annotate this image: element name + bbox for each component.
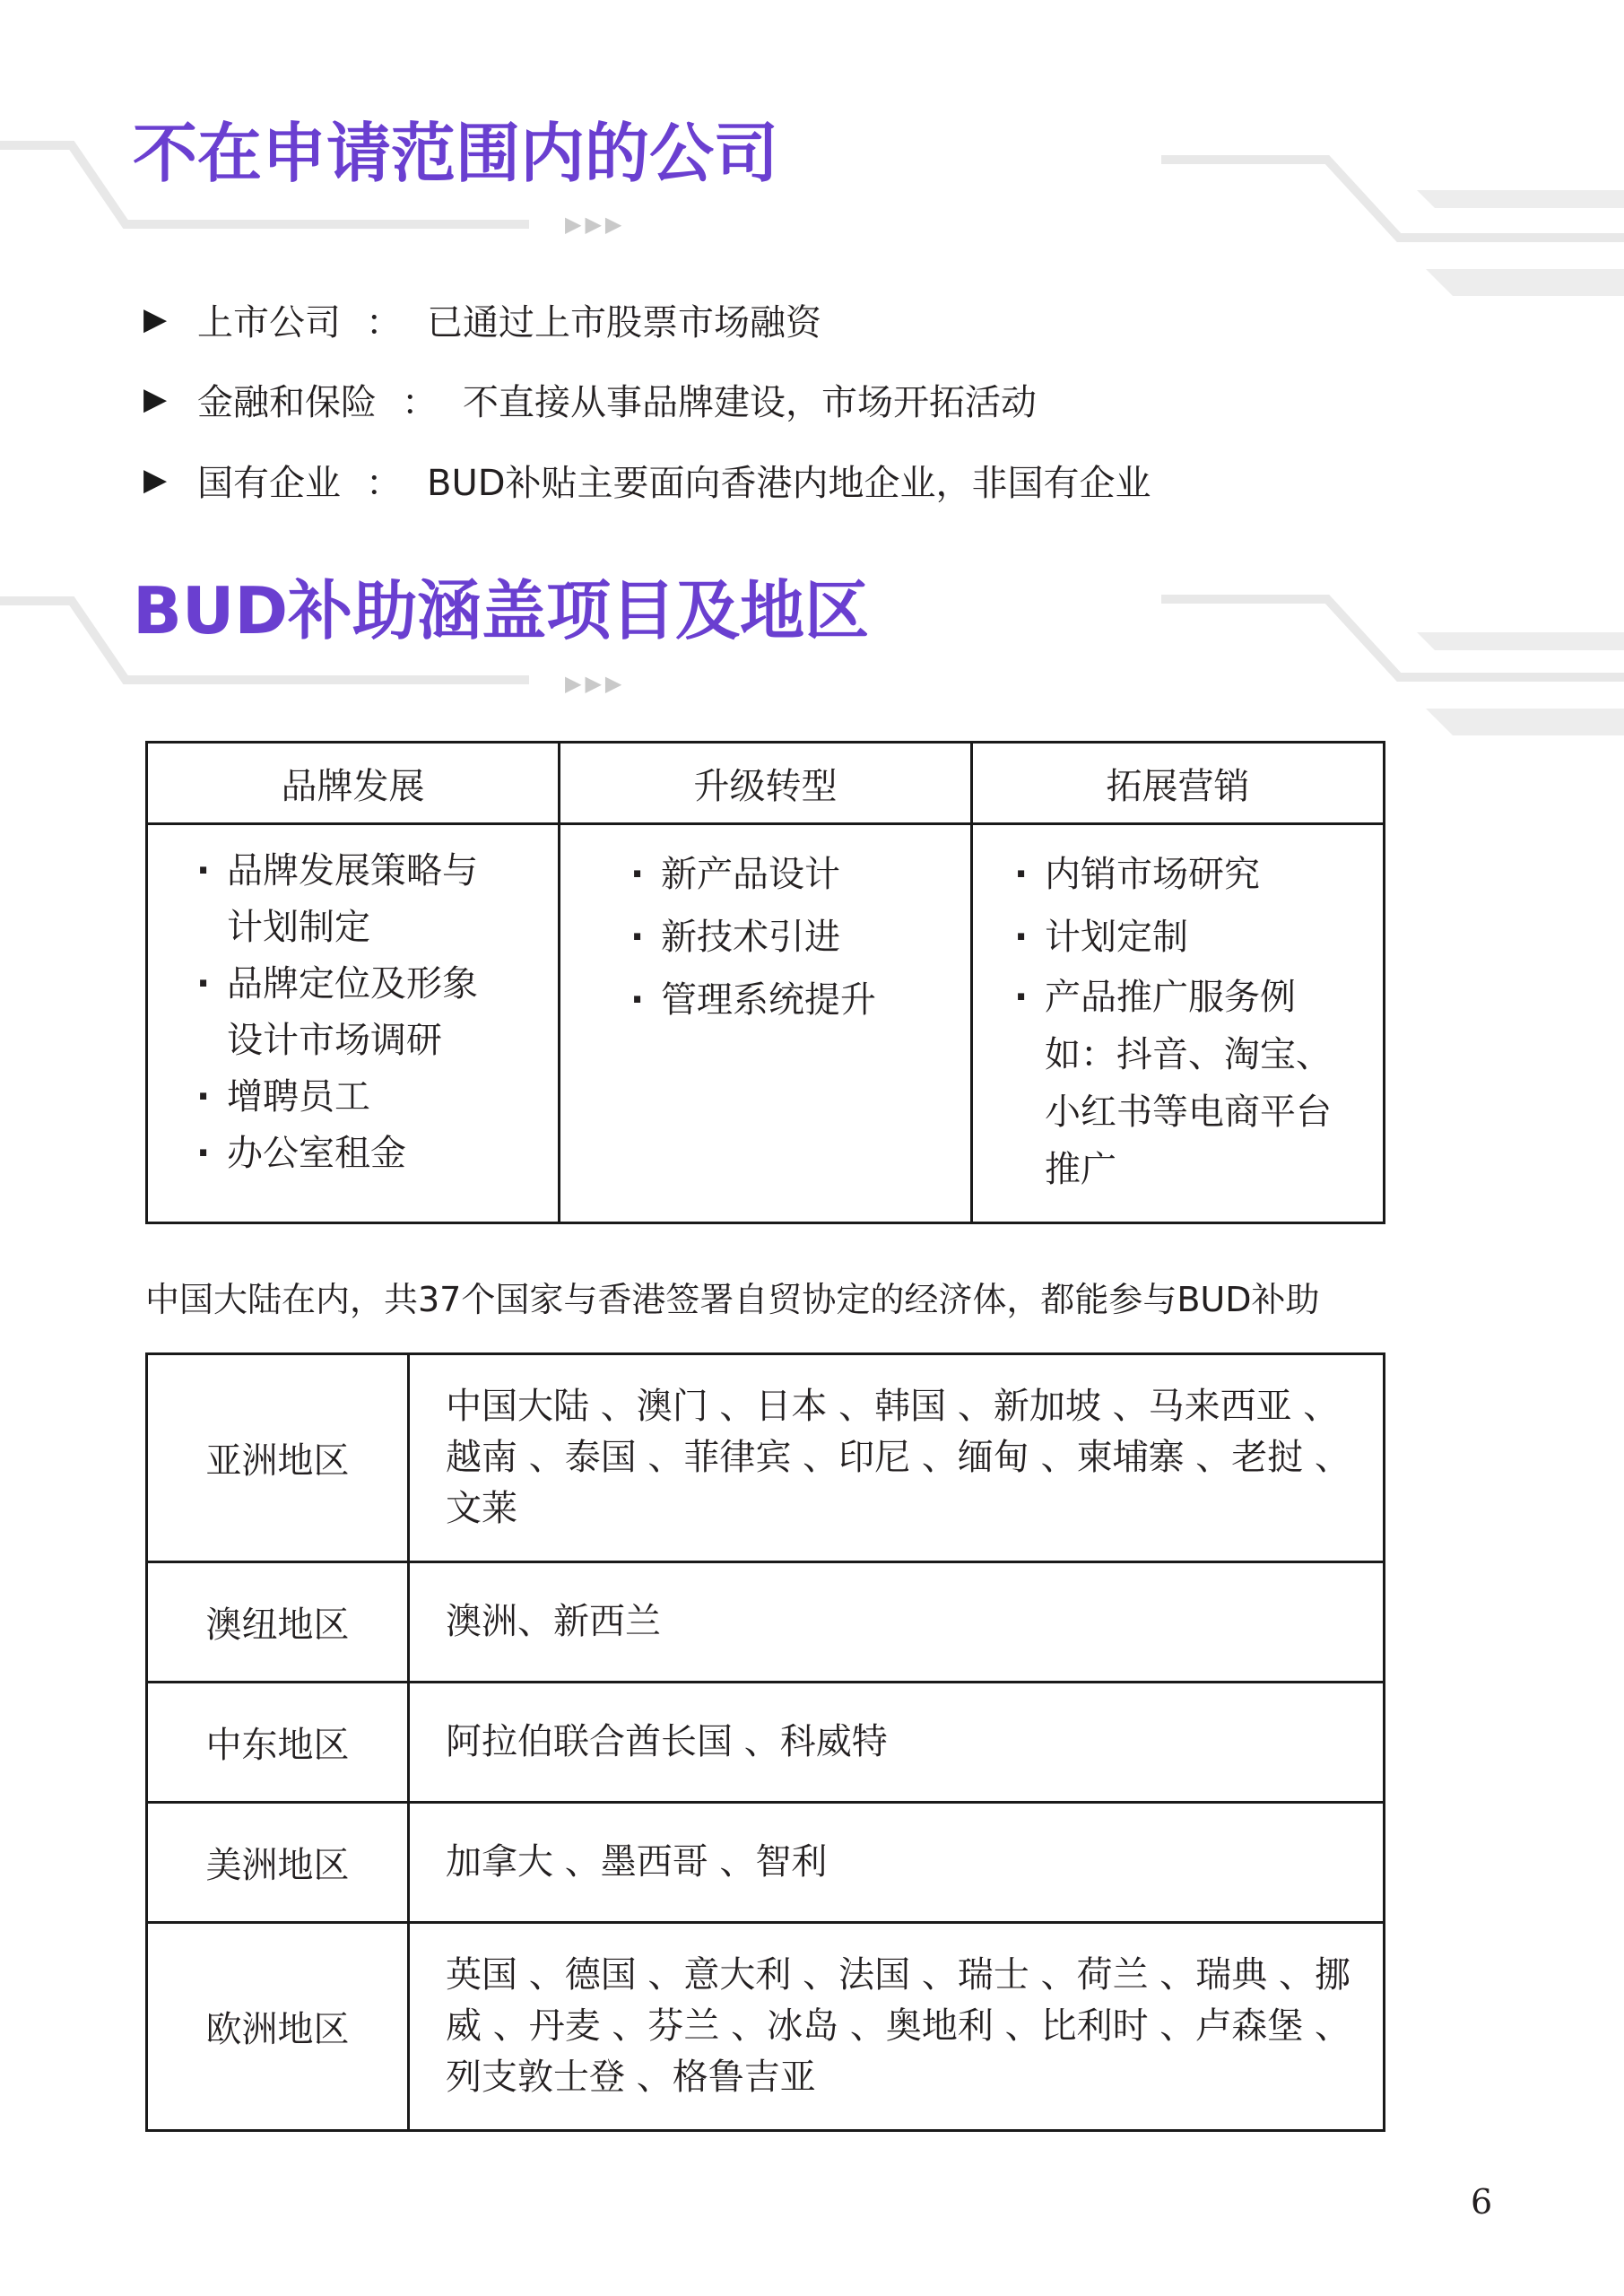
- chevron-decoration-icon: ▶▶▶: [565, 671, 626, 696]
- exclusion-separator: ：: [402, 381, 438, 423]
- regions-table: [145, 1352, 1385, 2132]
- region-countries: 澳洲、新西兰: [409, 1562, 1385, 1683]
- projects-content-row: [147, 824, 1385, 1223]
- region-countries: 阿拉伯联合酋长国 、科威特: [409, 1683, 1385, 1803]
- section-title-excluded: 不在申请范围内的公司: [133, 116, 779, 191]
- projects-header-row: [147, 743, 1385, 824]
- triangle-bullet-icon: ▶: [143, 381, 168, 417]
- exclusion-separator: ：: [366, 462, 402, 504]
- exclusion-item: [143, 372, 1037, 426]
- section-title-coverage: BUD补助涵盖项目及地区: [133, 573, 870, 648]
- exclusion-label: 国有企业: [197, 462, 341, 504]
- region-name: 欧洲地区: [147, 1923, 409, 2131]
- list-item: · 内销市场研究: [1014, 843, 1361, 906]
- table-row: [147, 1923, 1385, 2131]
- exclusion-separator: ：: [366, 301, 402, 344]
- list-item: · 产品推广服务例如：抖音、淘宝、小红书等电商平台推广: [1014, 969, 1361, 1198]
- exclusion-item: [143, 453, 1151, 507]
- projects-table: [145, 741, 1385, 1224]
- region-name: 亚洲地区: [147, 1354, 409, 1562]
- list-item: · 增聘员工: [196, 1069, 513, 1126]
- upgrade-transformation-list: [560, 825, 970, 1031]
- table-row: [147, 1354, 1385, 1562]
- table-row: [147, 1683, 1385, 1803]
- table-row: [147, 1562, 1385, 1683]
- region-countries: 中国大陆 、澳门 、日本 、韩国 、新加坡 、马来西亚 、越南 、泰国 、菲律宾 、印尼 、缅甸 、柬埔寨 、老挝 、文莱: [409, 1354, 1385, 1562]
- exclusion-desc: 不直接从事品牌建设，市场开拓活动: [463, 381, 1037, 423]
- triangle-bullet-icon: ▶: [143, 301, 168, 337]
- region-name: 中东地区: [147, 1683, 409, 1803]
- region-countries: 英国 、德国 、意大利 、法国 、瑞士 、荷兰 、瑞典 、挪威 、丹麦 、芬兰 、冰岛 、奥地利 、比利时 、卢森堡 、列支敦士登 、格鲁吉亚: [409, 1923, 1385, 2131]
- exclusion-item: [143, 292, 821, 346]
- list-item: · 品牌发展策略与计划制定: [196, 843, 513, 956]
- exclusion-label: 上市公司: [197, 301, 341, 344]
- market-expansion-list: [973, 825, 1383, 1198]
- exclusion-desc: 已通过上市股票市场融资: [427, 301, 821, 344]
- upgrade-transformation-cell: [560, 824, 972, 1223]
- table-row: [147, 1803, 1385, 1923]
- exclusion-desc: BUD补贴主要面向香港内地企业，非国有企业: [427, 462, 1151, 504]
- eligibility-note: 中国大陆在内，共37个国家与香港签署自贸协定的经济体，都能参与BUD补助: [145, 1280, 1320, 1319]
- market-expansion-cell: [972, 824, 1385, 1223]
- page-number: 6: [1471, 2182, 1493, 2222]
- header-brand-development: 品牌发展: [147, 743, 560, 824]
- region-name: 美洲地区: [147, 1803, 409, 1923]
- chevron-decoration-icon: ▶▶▶: [565, 212, 626, 237]
- list-item: · 管理系统提升: [630, 969, 943, 1031]
- header-upgrade-transformation: 升级转型: [560, 743, 972, 824]
- exclusion-label: 金融和保险: [197, 381, 377, 423]
- list-item: · 新产品设计: [630, 843, 943, 906]
- brand-development-list: [148, 825, 558, 1182]
- header-market-expansion: 拓展营销: [972, 743, 1385, 824]
- list-item: · 计划定制: [1014, 906, 1361, 969]
- region-countries: 加拿大 、墨西哥 、智利: [409, 1803, 1385, 1923]
- list-item: · 新技术引进: [630, 906, 943, 969]
- triangle-bullet-icon: ▶: [143, 462, 168, 498]
- region-name: 澳纽地区: [147, 1562, 409, 1683]
- list-item: · 办公室租金: [196, 1126, 513, 1182]
- brand-development-cell: [147, 824, 560, 1223]
- list-item: · 品牌定位及形象设计市场调研: [196, 956, 513, 1069]
